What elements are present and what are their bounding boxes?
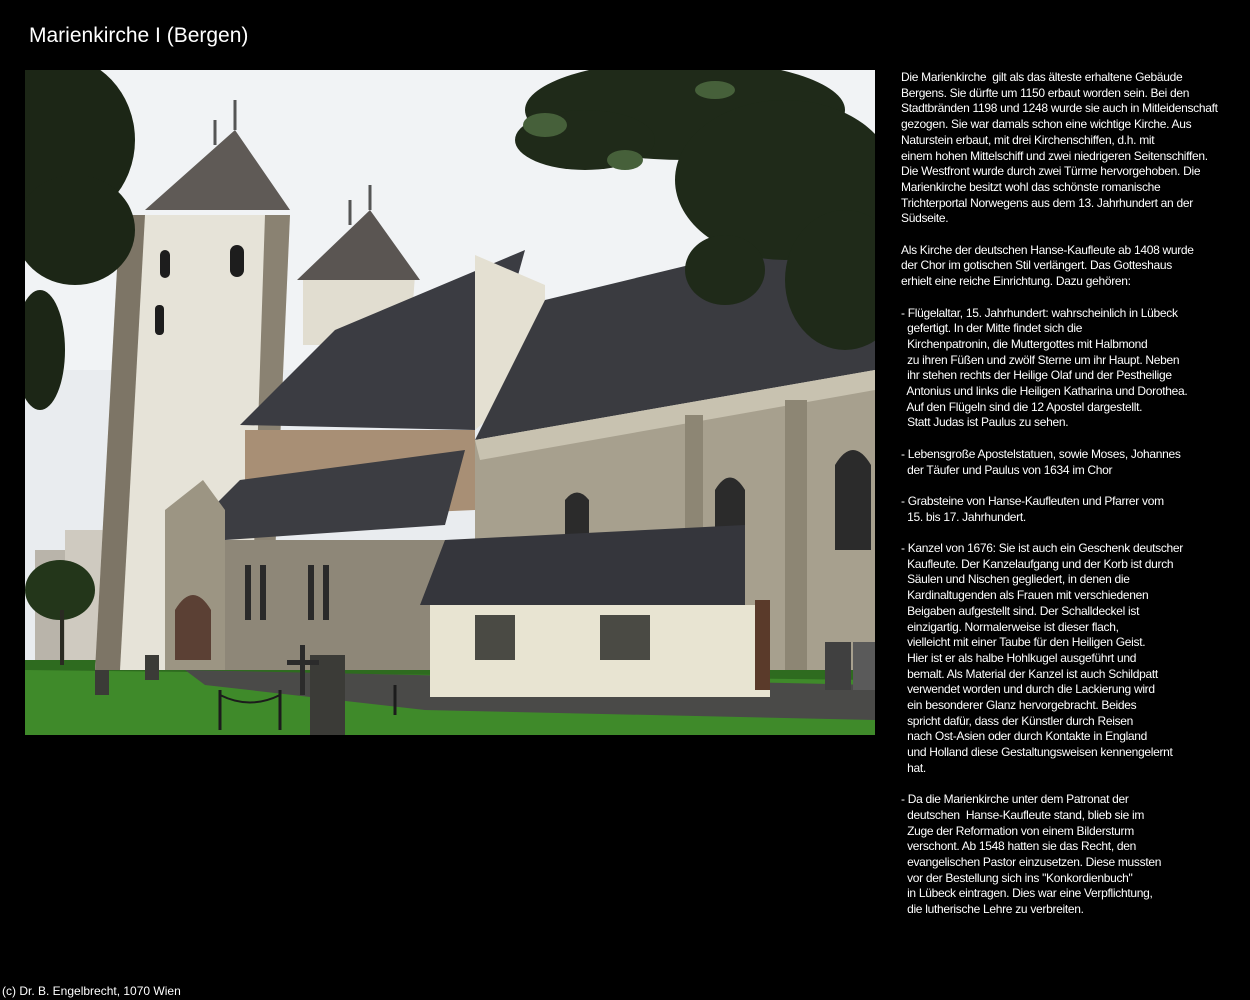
description-line: Naturstein erbaut, mit drei Kirchenschiffen, d.h. mit bbox=[901, 132, 1155, 147]
paragraph-gap bbox=[901, 290, 1246, 306]
description-line: deutschen Hanse-Kaufleute stand, blieb sie im bbox=[901, 807, 1145, 822]
description-line: Antonius und links die Heiligen Katharina und Dorothea. bbox=[901, 384, 1188, 399]
description-line: vielleicht mit einer Taube für den Heiligen Geist. bbox=[901, 635, 1146, 650]
description-line: einzigartig. Normalerweise ist dieser flach, bbox=[901, 619, 1119, 634]
description-line: - Flügelaltar, 15. Jahrhundert: wahrscheinlich in Lübeck bbox=[901, 305, 1178, 320]
description-line: - Kanzel von 1676: Sie ist auch ein Geschenk deutscher bbox=[901, 541, 1183, 556]
description-line: der Täufer und Paulus von 1634 im Chor bbox=[901, 462, 1113, 477]
description-line: Marienkirche besitzt wohl das schönste romanische bbox=[901, 179, 1161, 194]
description-line: vor der Bestellung sich ins "Konkordienbuch" bbox=[901, 870, 1133, 885]
description-line: erhielt eine reiche Einrichtung. Dazu gehören: bbox=[901, 274, 1131, 289]
description-line: gezogen. Sie war damals schon eine wichtige Kirche. Aus bbox=[901, 117, 1192, 132]
description-line: Trichterportal Norwegens aus dem 13. Jahrhundert an der bbox=[901, 195, 1193, 210]
paragraph-gap bbox=[901, 478, 1246, 494]
church-photo bbox=[25, 70, 875, 735]
paragraph-gap bbox=[901, 227, 1246, 243]
description-line: 15. bis 17. Jahrhundert. bbox=[901, 509, 1026, 524]
description-line: Kardinaltugenden als Frauen mit verschiedenen bbox=[901, 588, 1149, 603]
description-line: einem hohen Mittelschiff und zwei niedrigeren Seitenschiffen. bbox=[901, 148, 1208, 163]
description-line: die lutherische Lehre zu verbreiten. bbox=[901, 902, 1084, 917]
description-line: gefertigt. In der Mitte findet sich die bbox=[901, 321, 1083, 336]
description-line: Die Westfront wurde durch zwei Türme hervorgehoben. Die bbox=[901, 164, 1201, 179]
description-line: Hier ist er als halbe Hohlkugel ausgeführt und bbox=[901, 650, 1137, 665]
paragraph-gap bbox=[901, 525, 1246, 541]
description-line: Beigaben aufgestellt sind. Der Schalldeckel ist bbox=[901, 603, 1140, 618]
description-line: in Lübeck eintragen. Dies war eine Verpflichtung, bbox=[901, 886, 1153, 901]
description-text bbox=[901, 70, 1246, 918]
description-line: spricht dafür, dass der Künstler durch Reisen bbox=[901, 713, 1134, 728]
description-line: Als Kirche der deutschen Hanse-Kaufleute ab 1408 wurde bbox=[901, 242, 1194, 257]
description-line: - Lebensgroße Apostelstatuen, sowie Moses, Johannes bbox=[901, 446, 1181, 461]
description-line: Säulen und Nischen gegliedert, in denen die bbox=[901, 572, 1130, 587]
description-line: Südseite. bbox=[901, 211, 949, 226]
page-title: Marienkirche I (Bergen) bbox=[29, 24, 249, 47]
copyright-footer: (c) Dr. B. Engelbrecht, 1070 Wien bbox=[2, 984, 181, 998]
description-line: ihr stehen rechts der Heilige Olaf und der Pestheilige bbox=[901, 368, 1172, 383]
description-line: bemalt. Als Material der Kanzel ist auch Schildpatt bbox=[901, 666, 1158, 681]
description-line: Die Marienkirche gilt als das älteste erhaltene Gebäude bbox=[901, 70, 1183, 84]
description-line: Kirchenpatronin, die Muttergottes mit Halbmond bbox=[901, 336, 1148, 351]
description-line: nach Ost-Asien oder durch Kontakte in England bbox=[901, 729, 1148, 744]
description-line: Auf den Flügeln sind die 12 Apostel dargestellt. bbox=[901, 399, 1143, 414]
description-line: der Chor im gotischen Stil verlängert. Das Gotteshaus bbox=[901, 258, 1172, 273]
description-line: verwendet worden und durch die Lackierung wird bbox=[901, 682, 1155, 697]
description-line: Zuge der Reformation von einem Bildersturm bbox=[901, 823, 1134, 838]
description-line: - Grabsteine von Hanse-Kaufleuten und Pfarrer vom bbox=[901, 493, 1164, 508]
description-line: - Da die Marienkirche unter dem Patronat der bbox=[901, 792, 1129, 807]
description-line: verschont. Ab 1548 hatten sie das Recht, den bbox=[901, 839, 1137, 854]
description-line: evangelischen Pastor einzusetzen. Diese mussten bbox=[901, 855, 1162, 870]
description-line: Stadtbränden 1198 und 1248 wurde sie auch in Mitleidenschaft bbox=[901, 101, 1218, 116]
description-line: und Holland diese Gestaltungsweisen kennengelernt bbox=[901, 745, 1173, 760]
description-line: zu ihren Füßen und zwölf Sterne um ihr Haupt. Neben bbox=[901, 352, 1180, 367]
description-line: hat. bbox=[901, 760, 926, 775]
description-line: Kaufleute. Der Kanzelaufgang und der Korb ist durch bbox=[901, 556, 1174, 571]
paragraph-gap bbox=[901, 777, 1246, 793]
description-line: Statt Judas ist Paulus zu sehen. bbox=[901, 415, 1069, 430]
paragraph-gap bbox=[901, 431, 1246, 447]
description-line: ein besonderer Glanz hervorgebracht. Beides bbox=[901, 698, 1137, 713]
description-line: Bergens. Sie dürfte um 1150 erbaut worden sein. Bei den bbox=[901, 85, 1190, 100]
